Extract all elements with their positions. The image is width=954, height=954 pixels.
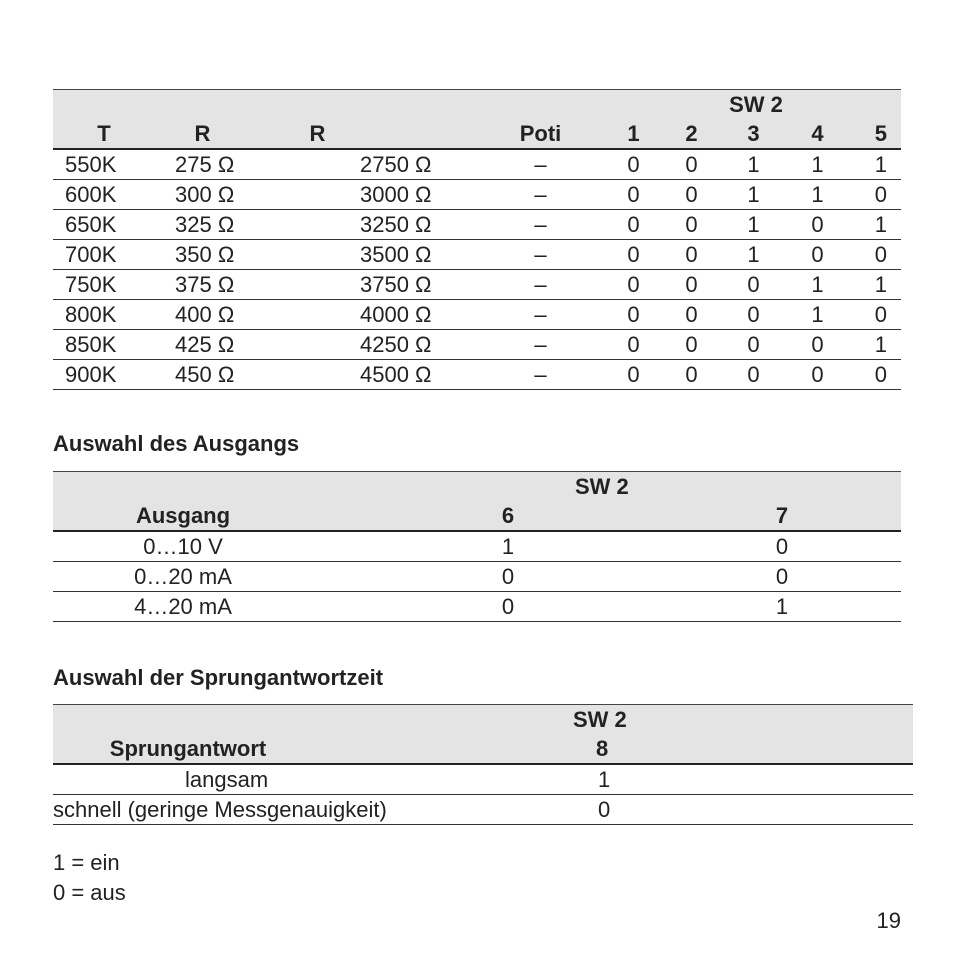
- table-cell: 4000 Ω: [360, 302, 432, 327]
- table-cell: 0: [501, 564, 515, 589]
- table-cell: 3000 Ω: [360, 182, 432, 207]
- table2-group-header: SW 2: [575, 474, 629, 499]
- table-cell: 0: [775, 564, 789, 589]
- table-cell: 1: [747, 182, 760, 207]
- table-cell: 425 Ω: [175, 332, 235, 357]
- table-cell: 450 Ω: [175, 362, 235, 387]
- table-cell: –: [534, 182, 547, 207]
- table-cell: 4…20 mA: [134, 594, 232, 619]
- table-row: [53, 360, 901, 390]
- table-cell: 350 Ω: [175, 242, 235, 267]
- table-cell: 0: [874, 302, 888, 327]
- table-cell: 0: [747, 332, 760, 357]
- table-cell: –: [534, 272, 547, 297]
- table-cell: 850K: [65, 332, 117, 357]
- table-row: [53, 531, 901, 562]
- table-row: [53, 240, 901, 270]
- switch-table-temperature: [53, 89, 901, 390]
- table-cell: 375 Ω: [175, 272, 235, 297]
- legend-on: 1 = ein: [53, 850, 120, 875]
- table-cell: 900K: [65, 362, 117, 387]
- table-cell: 0: [627, 182, 640, 207]
- table-row: [53, 180, 901, 210]
- table-cell: 325 Ω: [175, 212, 235, 237]
- table-cell: 3750 Ω: [360, 272, 432, 297]
- table-cell: 3500 Ω: [360, 242, 432, 267]
- table-cell: 1: [811, 152, 824, 177]
- table-cell: 0: [598, 797, 611, 822]
- table-cell: 0: [747, 362, 760, 387]
- table3-group-header: SW 2: [573, 707, 627, 732]
- switch-table-response: [53, 704, 901, 825]
- table-cell: 1: [874, 152, 888, 177]
- table-cell: 700K: [65, 242, 117, 267]
- table2-col-header: Ausgang: [53, 501, 313, 531]
- table-cell: 800K: [65, 302, 117, 327]
- section-title-output: Auswahl des Ausgangs: [53, 431, 300, 456]
- table1-col-header: 3: [717, 119, 785, 149]
- table2-col-header: 6: [313, 501, 573, 531]
- table-cell: 0: [874, 182, 888, 207]
- legend-off: 0 = aus: [53, 880, 126, 905]
- table-row: [53, 795, 913, 825]
- table-cell: 1: [747, 212, 760, 237]
- table-cell: 0: [775, 534, 789, 559]
- table1-col-header: R: [260, 119, 455, 149]
- table1-group-header: SW 2: [591, 90, 901, 120]
- table-cell: –: [534, 152, 547, 177]
- table-row: [53, 330, 901, 360]
- table-cell: schnell (geringe Messgenauigkeit): [53, 797, 387, 822]
- table-cell: 1: [598, 767, 611, 792]
- table-cell: –: [534, 332, 547, 357]
- table-cell: 400 Ω: [175, 302, 235, 327]
- table-cell: 0: [627, 332, 640, 357]
- table2-col-header: 7: [573, 501, 901, 531]
- table-cell: 4250 Ω: [360, 332, 432, 357]
- table-cell: 1: [747, 152, 760, 177]
- table-cell: 0: [685, 242, 698, 267]
- page-number: 19: [876, 908, 901, 933]
- table-row: [53, 149, 901, 180]
- table-cell: 0: [627, 272, 640, 297]
- table-row: [53, 764, 913, 795]
- table-row: [53, 270, 901, 300]
- table-row: [53, 592, 901, 622]
- table-cell: 0…20 mA: [134, 564, 232, 589]
- table-cell: 0: [811, 332, 824, 357]
- table-cell: 0: [685, 152, 698, 177]
- table3-col-header: 8: [293, 734, 913, 764]
- table-row: [53, 210, 901, 240]
- table-cell: 300 Ω: [175, 182, 235, 207]
- table1-col-header: 5: [845, 119, 901, 149]
- table-cell: 0: [685, 182, 698, 207]
- table1-col-header: 2: [661, 119, 717, 149]
- table-cell: 4500 Ω: [360, 362, 432, 387]
- table-cell: 0: [811, 242, 824, 267]
- table-cell: 0: [874, 362, 888, 387]
- table-cell: 1: [874, 212, 888, 237]
- table-cell: 0: [501, 594, 515, 619]
- table1-col-header: R: [165, 119, 260, 149]
- table-cell: 1: [874, 332, 888, 357]
- table-cell: 0: [811, 212, 824, 237]
- table-cell: 550K: [65, 152, 117, 177]
- table-row: [53, 300, 901, 330]
- table-cell: 0…10 V: [143, 534, 223, 559]
- table1-col-header: T: [53, 119, 165, 149]
- table-cell: 0: [627, 362, 640, 387]
- table-cell: 0: [627, 242, 640, 267]
- table-cell: 600K: [65, 182, 117, 207]
- table-cell: 0: [627, 152, 640, 177]
- table-row: [53, 562, 901, 592]
- table1-col-header: 1: [591, 119, 661, 149]
- table-cell: 0: [747, 302, 760, 327]
- table-cell: langsam: [185, 767, 269, 792]
- table-cell: –: [534, 212, 547, 237]
- table-cell: 0: [874, 242, 888, 267]
- table-cell: 1: [775, 594, 789, 619]
- table-cell: –: [534, 362, 547, 387]
- table-cell: 1: [811, 302, 824, 327]
- table-cell: 1: [747, 242, 760, 267]
- table-cell: 1: [811, 182, 824, 207]
- switch-table-output: [53, 471, 901, 622]
- table-cell: 3250 Ω: [360, 212, 432, 237]
- section-title-response: Auswahl der Sprungantwortzeit: [53, 665, 384, 690]
- table1-col-header: 4: [785, 119, 845, 149]
- table-cell: 0: [627, 212, 640, 237]
- table-cell: 0: [685, 272, 698, 297]
- table3-col-header: Sprungantwort: [53, 734, 293, 764]
- table-cell: 0: [747, 272, 760, 297]
- table-cell: 0: [685, 302, 698, 327]
- table-cell: –: [534, 242, 547, 267]
- table-cell: 0: [685, 332, 698, 357]
- table-cell: 0: [685, 362, 698, 387]
- table-cell: 0: [811, 362, 824, 387]
- table-cell: –: [534, 302, 547, 327]
- table-cell: 1: [874, 272, 888, 297]
- table-cell: 275 Ω: [175, 152, 235, 177]
- table-cell: 1: [501, 534, 515, 559]
- table-cell: 1: [811, 272, 824, 297]
- table-cell: 0: [685, 212, 698, 237]
- table1-col-header: Poti: [455, 119, 591, 149]
- table-cell: 2750 Ω: [360, 152, 432, 177]
- table-cell: 650K: [65, 212, 117, 237]
- table-cell: 0: [627, 302, 640, 327]
- table-cell: 750K: [65, 272, 117, 297]
